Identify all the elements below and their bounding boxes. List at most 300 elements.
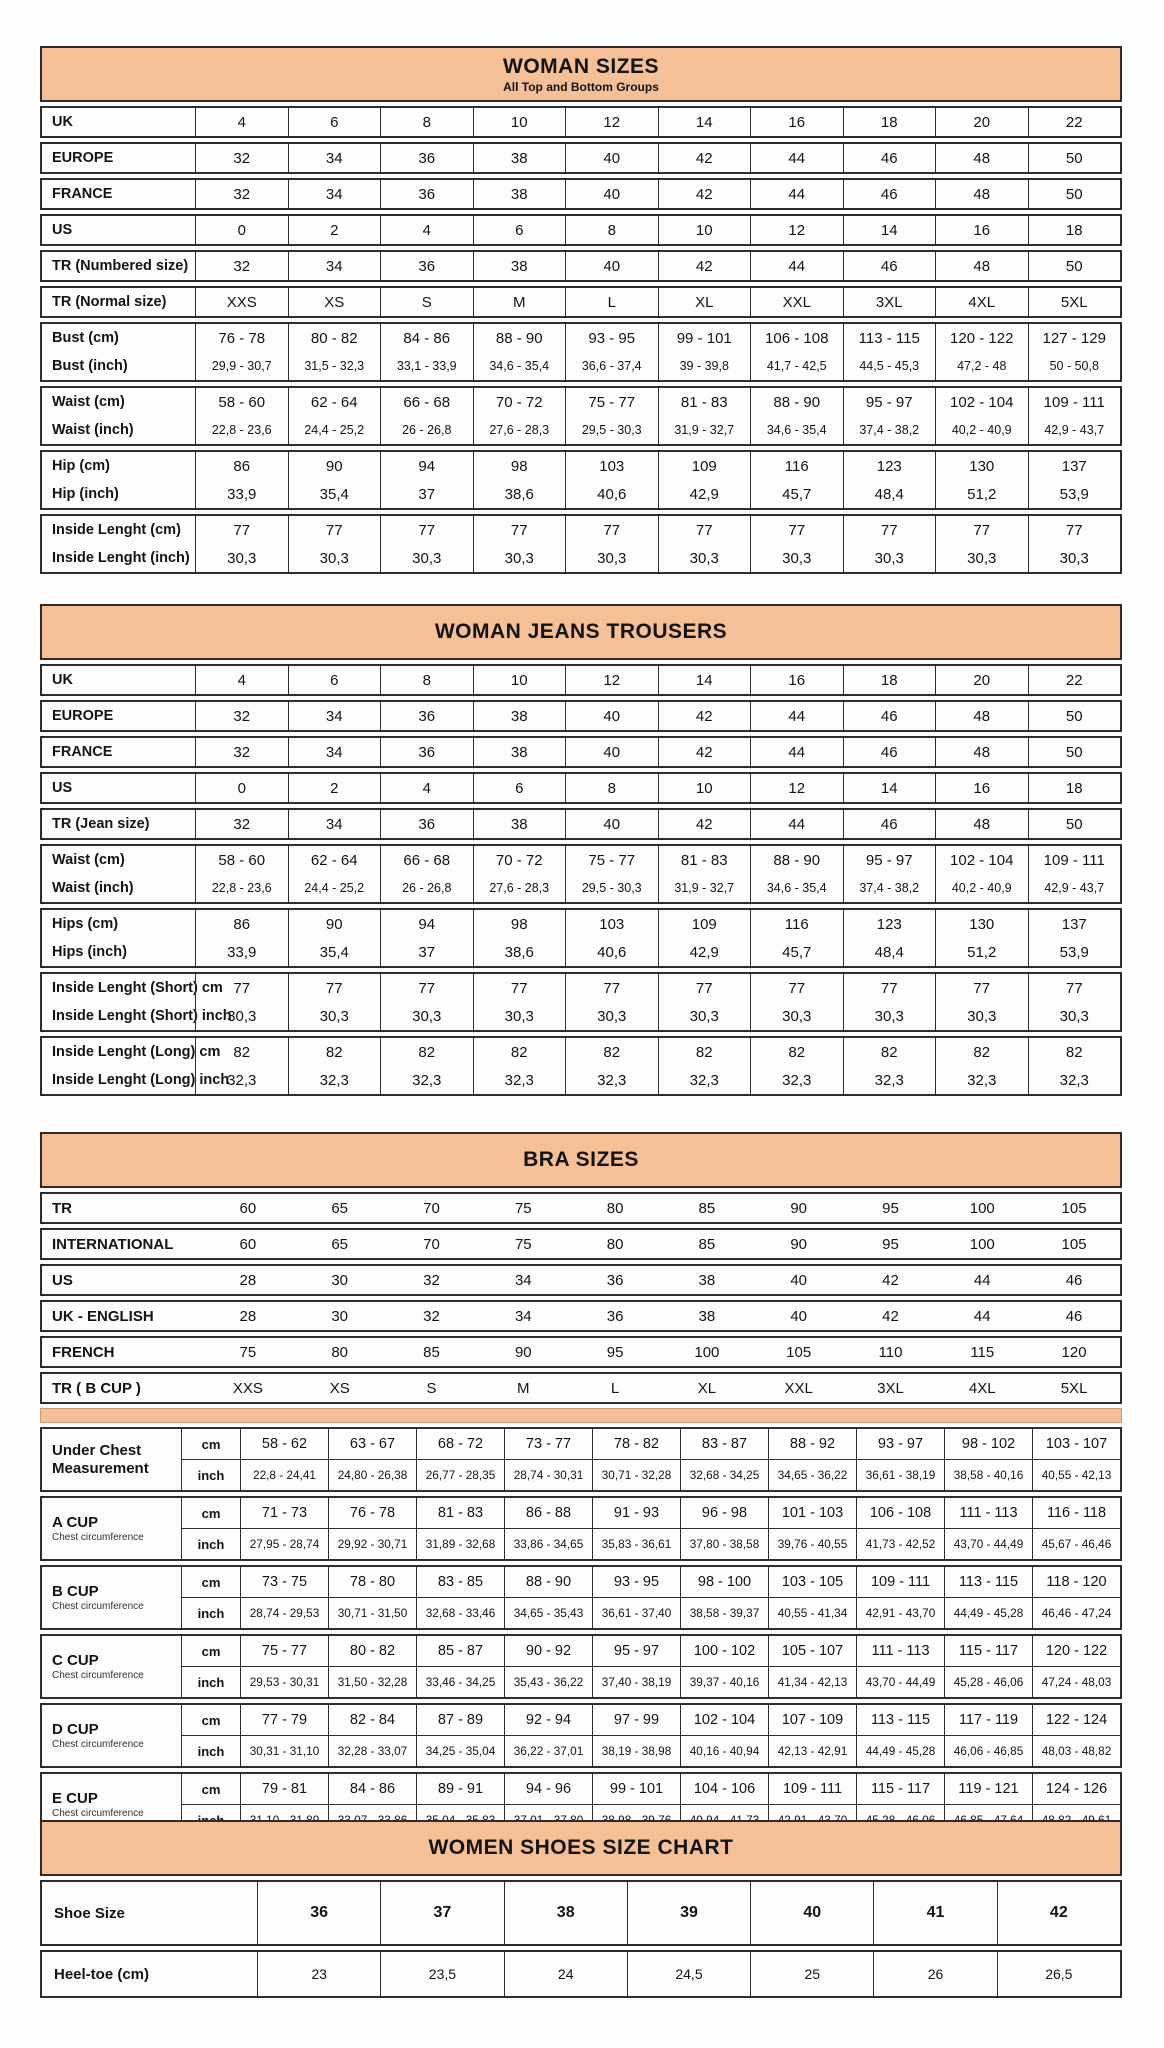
- table-row: [42, 1882, 1120, 1944]
- size-cell: 30,3: [195, 544, 288, 572]
- size-cell: 82: [565, 1038, 658, 1066]
- size-row-group: [40, 214, 1122, 246]
- size-cell: 40,2 - 40,9: [935, 416, 1028, 444]
- size-cell: 90: [288, 910, 381, 938]
- table-row: [42, 544, 1120, 572]
- table-row: [182, 1567, 1120, 1597]
- size-cell: 36: [380, 144, 473, 172]
- unit-label: inch: [197, 1467, 225, 1483]
- size-cell: 18: [843, 666, 936, 694]
- table-row: [42, 1338, 1120, 1366]
- size-cell: 82 - 84: [328, 1705, 416, 1735]
- table-row: [182, 1429, 1120, 1459]
- row-label: INTERNATIONAL: [52, 1235, 174, 1253]
- size-cell: 42: [658, 144, 751, 172]
- size-cell: 58 - 62: [240, 1429, 328, 1459]
- size-cell: 24: [504, 1952, 627, 1996]
- size-cell: 53,9: [1028, 480, 1121, 508]
- size-cell: 32: [423, 1271, 440, 1289]
- bra-row-group: [40, 1192, 1122, 1224]
- size-cell: 82: [1028, 1038, 1121, 1066]
- size-cell: 77: [843, 974, 936, 1002]
- size-cell: 100: [969, 1199, 995, 1217]
- cup-title: D CUP: [52, 1720, 99, 1738]
- cup-title: B CUP: [52, 1582, 99, 1600]
- size-cell: 46: [843, 144, 936, 172]
- table-row: [182, 1597, 1120, 1628]
- size-cell: 45,28 - 46,06: [944, 1667, 1032, 1697]
- size-cell: 40: [565, 810, 658, 838]
- size-cell: 75 - 77: [240, 1636, 328, 1666]
- size-cell: 95: [882, 1199, 899, 1217]
- size-cell: 137: [1028, 910, 1121, 938]
- size-cell: 16: [935, 774, 1028, 802]
- size-cell: 26 - 26,8: [380, 874, 473, 902]
- size-cell: 30,3: [473, 1002, 566, 1030]
- size-cell: 46: [843, 180, 936, 208]
- size-row-group: [40, 142, 1122, 174]
- size-cell: 77: [565, 516, 658, 544]
- table-row: [42, 1266, 1120, 1294]
- row-label: Inside Lenght (Short) cm: [52, 980, 223, 996]
- size-cell: 77: [288, 974, 381, 1002]
- table-row: [42, 252, 1120, 280]
- size-cell: 38: [473, 702, 566, 730]
- cup-subtitle: Chest circumference: [52, 1739, 144, 1751]
- size-cell: 77: [473, 974, 566, 1002]
- size-cell: M: [473, 288, 566, 316]
- size-cell: 44,49 - 45,28: [944, 1598, 1032, 1628]
- size-cell: 36: [380, 810, 473, 838]
- size-cell: 77: [843, 516, 936, 544]
- cup-subtitle: Chest circumference: [52, 1808, 144, 1820]
- size-cell: 23: [257, 1952, 380, 1996]
- size-cell: 90 - 92: [504, 1636, 592, 1666]
- size-cell: 78 - 82: [592, 1429, 680, 1459]
- size-cell: 75 - 77: [565, 846, 658, 874]
- size-cell: 100: [969, 1235, 995, 1253]
- size-cell: 36: [380, 252, 473, 280]
- table-row: [42, 516, 1120, 544]
- table-row: [42, 480, 1120, 508]
- shoe-row-group: [40, 1880, 1122, 1946]
- size-cell: 30,3: [1028, 544, 1121, 572]
- size-cell: 98 - 102: [944, 1429, 1032, 1459]
- size-cell: 53,9: [1028, 938, 1121, 966]
- woman-sizes-title: WOMAN SIZES: [503, 54, 659, 78]
- size-cell: 18: [1028, 774, 1121, 802]
- size-cell: 95 - 97: [843, 846, 936, 874]
- size-cell: 82: [380, 1038, 473, 1066]
- size-cell: 3XL: [877, 1379, 904, 1397]
- size-cell: 30: [331, 1307, 349, 1325]
- size-cell: 90: [514, 1343, 532, 1361]
- size-cell: 40: [565, 144, 658, 172]
- cup-values: [182, 1498, 1120, 1559]
- size-cell: 45,7: [750, 938, 843, 966]
- row-label: Waist (inch): [52, 422, 134, 438]
- size-cell: 32,3: [195, 1066, 288, 1094]
- row-label: Inside Lenght (Long) inch: [52, 1072, 230, 1088]
- size-cell: 38,19 - 38,98: [592, 1736, 680, 1766]
- size-row-group: [40, 178, 1122, 210]
- size-cell: 4XL: [935, 288, 1028, 316]
- size-cell: 30,3: [195, 1002, 288, 1030]
- bra-sizes-simple-rows: [40, 1192, 1122, 1404]
- size-cell: 44: [750, 252, 843, 280]
- size-cell: 39,76 - 40,55: [768, 1529, 856, 1559]
- size-cell: 48: [935, 144, 1028, 172]
- table-row: [42, 416, 1120, 444]
- size-row-group: [40, 286, 1122, 318]
- cup-label: [42, 1429, 182, 1490]
- table-row: [42, 1302, 1120, 1330]
- size-cell: 30,71 - 31,50: [328, 1598, 416, 1628]
- size-cell: 31,9 - 32,7: [658, 874, 751, 902]
- bra-separator-bar: [40, 1408, 1122, 1423]
- row-label: EUROPE: [52, 708, 114, 724]
- size-cell: 70 - 72: [473, 388, 566, 416]
- size-cell: 46: [1065, 1307, 1083, 1325]
- size-cell: 110: [878, 1343, 903, 1361]
- women-shoes-header: [40, 1820, 1122, 1876]
- bra-sizes-header: [40, 1132, 1122, 1188]
- size-cell: 4: [380, 216, 473, 244]
- size-cell: 32,3: [843, 1066, 936, 1094]
- size-cell: 22,8 - 24,41: [240, 1460, 328, 1490]
- size-cell: 81 - 83: [658, 388, 751, 416]
- table-row: [42, 702, 1120, 730]
- size-cell: 31,9 - 32,7: [658, 416, 751, 444]
- table-row: [42, 1194, 1120, 1222]
- size-cell: 42,9 - 43,7: [1028, 874, 1121, 902]
- size-cell: 38,6: [473, 938, 566, 966]
- size-cell: 39,37 - 40,16: [680, 1667, 768, 1697]
- size-cell: 12: [565, 108, 658, 136]
- size-row-group: [40, 514, 1122, 574]
- size-cell: 22: [1028, 108, 1121, 136]
- unit-label: inch: [197, 1743, 225, 1759]
- size-cell: 2: [288, 774, 381, 802]
- size-cell: L: [610, 1379, 620, 1397]
- size-cell: 41,34 - 42,13: [768, 1667, 856, 1697]
- table-row: [42, 216, 1120, 244]
- size-cell: 27,95 - 28,74: [240, 1529, 328, 1559]
- size-cell: 14: [658, 666, 751, 694]
- size-cell: 95 - 97: [592, 1636, 680, 1666]
- size-cell: 36: [257, 1882, 380, 1944]
- size-cell: 120 - 122: [935, 324, 1028, 352]
- size-cell: 105: [1061, 1199, 1087, 1217]
- size-cell: 38: [473, 810, 566, 838]
- size-cell: 35,83 - 36,61: [592, 1529, 680, 1559]
- unit-label: inch: [197, 1605, 225, 1621]
- row-label: UK: [52, 672, 73, 688]
- size-cell: 42: [658, 702, 751, 730]
- size-cell: 8: [565, 774, 658, 802]
- size-cell: 113 - 115: [944, 1567, 1032, 1597]
- size-cell: 10: [658, 774, 751, 802]
- size-cell: 81 - 83: [416, 1498, 504, 1528]
- size-cell: 42: [882, 1271, 899, 1289]
- size-cell: 73 - 77: [504, 1429, 592, 1459]
- size-cell: 36: [606, 1307, 624, 1325]
- size-cell: 70: [423, 1235, 440, 1253]
- size-cell: 29,53 - 30,31: [240, 1667, 328, 1697]
- size-cell: 88 - 90: [473, 324, 566, 352]
- size-cell: 120: [1061, 1343, 1087, 1361]
- size-cell: 102 - 104: [935, 846, 1028, 874]
- size-cell: 95: [882, 1235, 899, 1253]
- table-row: [182, 1705, 1120, 1735]
- size-cell: 24,4 - 25,2: [288, 874, 381, 902]
- size-row-group: [40, 664, 1122, 696]
- size-cell: 14: [843, 774, 936, 802]
- size-cell: 28: [239, 1271, 257, 1289]
- size-cell: 34: [288, 702, 381, 730]
- bra-sizes-table: [40, 1132, 1122, 1841]
- size-cell: XXS: [232, 1379, 263, 1397]
- size-cell: 32,28 - 33,07: [328, 1736, 416, 1766]
- size-cell: 94 - 96: [504, 1774, 592, 1804]
- size-cell: 60: [239, 1199, 257, 1217]
- size-cell: 29,5 - 30,3: [565, 874, 658, 902]
- size-cell: 39: [627, 1882, 750, 1944]
- size-cell: 35,4: [288, 480, 381, 508]
- size-cell: 51,2: [935, 938, 1028, 966]
- size-cell: 63 - 67: [328, 1429, 416, 1459]
- bra-row-group: [40, 1264, 1122, 1296]
- size-cell: 45,67 - 46,46: [1032, 1529, 1120, 1559]
- size-cell: 84 - 86: [380, 324, 473, 352]
- size-cell: 37: [380, 1882, 503, 1944]
- size-cell: 36: [606, 1271, 624, 1289]
- size-cell: 36,6 - 37,4: [565, 352, 658, 380]
- table-row: [42, 1002, 1120, 1030]
- size-cell: 77: [473, 516, 566, 544]
- size-cell: 47,24 - 48,03: [1032, 1667, 1120, 1697]
- size-cell: 24,4 - 25,2: [288, 416, 381, 444]
- size-cell: 36: [380, 180, 473, 208]
- size-cell: 77: [380, 974, 473, 1002]
- size-cell: 82: [843, 1038, 936, 1066]
- table-row: [182, 1459, 1120, 1490]
- size-cell: 42: [658, 252, 751, 280]
- size-cell: 118 - 120: [1032, 1567, 1120, 1597]
- size-cell: 32,68 - 34,25: [680, 1460, 768, 1490]
- size-cell: 95 - 97: [843, 388, 936, 416]
- row-label: UK: [52, 114, 73, 130]
- size-cell: 50: [1028, 738, 1121, 766]
- row-label: TR: [52, 1199, 72, 1217]
- size-cell: 77: [750, 974, 843, 1002]
- size-cell: 77 - 79: [240, 1705, 328, 1735]
- size-cell: 105 - 107: [768, 1636, 856, 1666]
- size-cell: 34: [514, 1307, 532, 1325]
- size-cell: 36,61 - 37,40: [592, 1598, 680, 1628]
- size-cell: 111 - 113: [944, 1498, 1032, 1528]
- size-cell: 111 - 113: [856, 1636, 944, 1666]
- row-label: FRANCE: [52, 186, 113, 202]
- size-cell: 25: [750, 1952, 873, 1996]
- size-cell: 119 - 121: [944, 1774, 1032, 1804]
- size-cell: 34,25 - 35,04: [416, 1736, 504, 1766]
- size-cell: 48: [935, 810, 1028, 838]
- row-label: UK - ENGLISH: [52, 1307, 154, 1325]
- size-cell: 26: [873, 1952, 996, 1996]
- size-cell: 0: [195, 774, 288, 802]
- size-cell: 37,40 - 38,19: [592, 1667, 680, 1697]
- size-cell: 71 - 73: [240, 1498, 328, 1528]
- cup-title: E CUP: [52, 1789, 98, 1807]
- size-cell: 32,3: [473, 1066, 566, 1094]
- size-cell: 116: [750, 910, 843, 938]
- bra-row-group: [40, 1228, 1122, 1260]
- size-cell: 107 - 109: [768, 1705, 856, 1735]
- row-label: US: [52, 1271, 73, 1289]
- table-row: [182, 1528, 1120, 1559]
- size-cell: 106 - 108: [750, 324, 843, 352]
- table-row: [42, 810, 1120, 838]
- size-cell: 122 - 124: [1032, 1705, 1120, 1735]
- size-cell: 137: [1028, 452, 1121, 480]
- size-cell: 22: [1028, 666, 1121, 694]
- table-row: [42, 846, 1120, 874]
- women-shoes-table: [40, 1820, 1122, 2002]
- size-cell: 77: [935, 974, 1028, 1002]
- size-cell: 97 - 99: [592, 1705, 680, 1735]
- size-cell: 32,3: [565, 1066, 658, 1094]
- unit-label: cm: [201, 1505, 221, 1521]
- size-cell: 50: [1028, 252, 1121, 280]
- size-cell: 46: [1065, 1271, 1083, 1289]
- cup-row-group: [40, 1496, 1122, 1561]
- size-cell: 46: [843, 702, 936, 730]
- size-cell: 4: [380, 774, 473, 802]
- size-cell: 30,3: [288, 1002, 381, 1030]
- size-cell: 8: [380, 666, 473, 694]
- size-cell: 28,74 - 30,31: [504, 1460, 592, 1490]
- size-cell: 115: [970, 1343, 995, 1361]
- size-cell: 105: [1061, 1235, 1087, 1253]
- size-row-group: [40, 1036, 1122, 1096]
- size-cell: 34,6 - 35,4: [750, 416, 843, 444]
- row-label: Waist (inch): [52, 880, 134, 896]
- row-label: Hips (cm): [52, 916, 119, 932]
- unit-label: cm: [201, 1781, 221, 1797]
- size-cell: 38: [473, 738, 566, 766]
- size-cell: 29,9 - 30,7: [195, 352, 288, 380]
- size-cell: 48,4: [843, 938, 936, 966]
- table-row: [182, 1498, 1120, 1528]
- size-cell: 29,92 - 30,71: [328, 1529, 416, 1559]
- cup-values: [182, 1705, 1120, 1766]
- size-cell: 66 - 68: [380, 846, 473, 874]
- size-cell: 50: [1028, 702, 1121, 730]
- size-cell: 32,68 - 33,46: [416, 1598, 504, 1628]
- size-cell: 37: [380, 938, 473, 966]
- woman-jeans-table: [40, 604, 1122, 1100]
- size-cell: 46: [843, 810, 936, 838]
- size-cell: 34: [288, 180, 381, 208]
- table-row: [42, 666, 1120, 694]
- size-cell: 6: [288, 666, 381, 694]
- size-cell: 80: [606, 1199, 624, 1217]
- size-cell: 91 - 93: [592, 1498, 680, 1528]
- size-cell: 36: [380, 702, 473, 730]
- size-cell: 30,3: [473, 544, 566, 572]
- size-row-group: [40, 772, 1122, 804]
- row-label: TR (Normal size): [52, 294, 167, 310]
- size-cell: 106 - 108: [856, 1498, 944, 1528]
- size-cell: 43,70 - 44,49: [856, 1667, 944, 1697]
- size-cell: 103: [565, 452, 658, 480]
- size-cell: 77: [750, 516, 843, 544]
- unit-label: cm: [201, 1712, 221, 1728]
- size-cell: 68 - 72: [416, 1429, 504, 1459]
- size-cell: 43,70 - 44,49: [944, 1529, 1032, 1559]
- size-cell: 31,89 - 32,68: [416, 1529, 504, 1559]
- table-row: [42, 352, 1120, 380]
- size-row-group: [40, 908, 1122, 968]
- size-cell: 8: [380, 108, 473, 136]
- bra-sizes-title: BRA SIZES: [523, 1148, 639, 1171]
- size-cell: 28,74 - 29,53: [240, 1598, 328, 1628]
- size-cell: 75: [514, 1235, 532, 1253]
- size-cell: 27,6 - 28,3: [473, 874, 566, 902]
- row-label: Hip (inch): [52, 486, 119, 502]
- size-cell: 77: [195, 974, 288, 1002]
- size-cell: 98: [473, 452, 566, 480]
- size-cell: 42,9 - 43,7: [1028, 416, 1121, 444]
- size-cell: 70: [423, 1199, 440, 1217]
- size-cell: 32,3: [380, 1066, 473, 1094]
- size-cell: 32,3: [935, 1066, 1028, 1094]
- size-cell: 101 - 103: [768, 1498, 856, 1528]
- cup-row-group: [40, 1703, 1122, 1768]
- size-cell: 46: [843, 738, 936, 766]
- size-cell: 82: [935, 1038, 1028, 1066]
- shoe-row-group: [40, 1950, 1122, 1998]
- woman-jeans-title: WOMAN JEANS TROUSERS: [434, 620, 728, 643]
- size-cell: 98 - 100: [680, 1567, 768, 1597]
- size-cell: 44: [750, 144, 843, 172]
- size-cell: 109 - 111: [1028, 846, 1121, 874]
- size-cell: 8: [565, 216, 658, 244]
- size-cell: 76 - 78: [195, 324, 288, 352]
- size-cell: 58 - 60: [195, 846, 288, 874]
- size-row-group: [40, 972, 1122, 1032]
- table-row: [42, 1374, 1120, 1402]
- size-cell: 80: [606, 1235, 624, 1253]
- size-cell: 41: [873, 1882, 996, 1944]
- row-label: TR (Jean size): [52, 816, 150, 832]
- size-cell: 27,6 - 28,3: [473, 416, 566, 444]
- table-row: [182, 1666, 1120, 1697]
- size-cell: 103 - 105: [768, 1567, 856, 1597]
- size-cell: 123: [843, 910, 936, 938]
- size-cell: 32: [195, 180, 288, 208]
- size-cell: 12: [750, 216, 843, 244]
- size-cell: L: [565, 288, 658, 316]
- size-cell: 40,55 - 42,13: [1032, 1460, 1120, 1490]
- cup-title: C CUP: [52, 1651, 99, 1669]
- size-cell: 70 - 72: [473, 846, 566, 874]
- size-cell: 45,7: [750, 480, 843, 508]
- size-cell: 30,3: [380, 544, 473, 572]
- bra-row-group: [40, 1300, 1122, 1332]
- size-cell: 40: [750, 1882, 873, 1944]
